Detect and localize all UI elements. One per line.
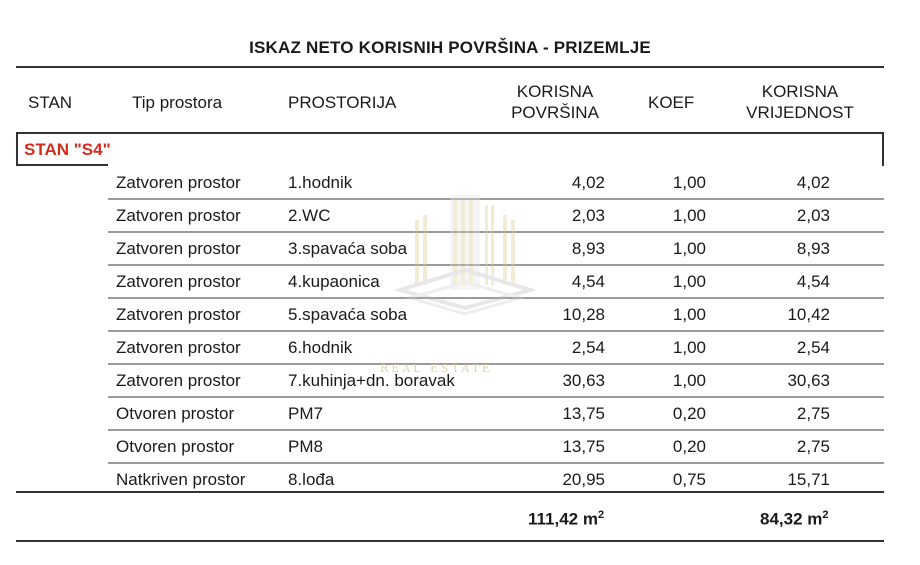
cell-koef: 1,00: [672, 371, 706, 390]
cell-koef: 1,00: [672, 239, 706, 258]
totals-top-border: [16, 491, 884, 493]
header-prostorija: PROSTORIJA: [288, 93, 397, 112]
total-vrijednost-unit-exp: 2: [822, 509, 829, 521]
table-row: [0, 397, 920, 430]
cell-koef: 1,00: [672, 338, 706, 357]
cell-prostorija: 2.WC: [288, 206, 331, 225]
table-bottom-border: [16, 540, 884, 542]
cell-tip-prostora: Zatvoren prostor: [116, 239, 241, 258]
header-korisna-povrsina-line2: POVRŠINA: [511, 103, 599, 122]
cell-tip-prostora: Otvoren prostor: [116, 437, 235, 456]
total-korisna-vrijednost: [760, 509, 829, 530]
cell-tip-prostora: Zatvoren prostor: [116, 272, 241, 291]
total-povrsina-unit-exp: 2: [597, 509, 605, 521]
cell-prostorija: 7.kuhinja+dn. boravak: [288, 371, 455, 390]
table-row: [0, 430, 920, 463]
header-korisna-vrijednost-line1: KORISNA: [761, 82, 839, 101]
header-korisna-povrsina: [490, 81, 620, 123]
cell-korisna-povrsina: 13,75: [562, 437, 605, 456]
cell-prostorija: 8.lođa: [288, 470, 335, 489]
total-povrsina-value: 111,42: [528, 509, 579, 529]
cell-korisna-vrijednost: 2,03: [796, 206, 830, 225]
cell-tip-prostora: Zatvoren prostor: [116, 173, 241, 192]
cell-korisna-vrijednost: 4,54: [796, 272, 830, 291]
cell-koef: 1,00: [672, 305, 706, 324]
cell-koef: 1,00: [672, 206, 706, 225]
cell-korisna-vrijednost: 2,54: [796, 338, 830, 357]
cell-koef: 0,75: [672, 470, 706, 489]
header-stan: STAN: [28, 93, 73, 112]
header-tip-prostora: Tip prostora: [132, 93, 223, 112]
stan-box-right: [882, 132, 884, 166]
cell-korisna-povrsina: 4,02: [571, 173, 605, 192]
cell-prostorija: 6.hodnik: [288, 338, 353, 357]
cell-korisna-povrsina: 20,95: [562, 470, 605, 489]
cell-prostorija: 5.spavaća soba: [288, 305, 408, 324]
cell-tip-prostora: Zatvoren prostor: [116, 371, 241, 390]
cell-korisna-povrsina: 2,03: [571, 206, 605, 225]
cell-korisna-vrijednost: 10,42: [787, 305, 830, 324]
cell-tip-prostora: Zatvoren prostor: [116, 305, 241, 324]
watermark-logo-icon: [395, 190, 535, 350]
cell-korisna-vrijednost: 2,75: [796, 404, 830, 423]
cell-korisna-vrijednost: 2,75: [796, 437, 830, 456]
header-koef: KOEF: [648, 93, 695, 112]
page-title: ISKAZ NETO KORISNIH POVRŠINA - PRIZEMLJE: [249, 38, 651, 57]
cell-koef: 0,20: [672, 404, 706, 423]
watermark-text: REAL ESTATE: [380, 362, 494, 375]
cell-prostorija: 4.kupaonica: [288, 272, 380, 291]
stan-box-left: [16, 132, 18, 166]
cell-koef: 1,00: [672, 173, 706, 192]
total-korisna-povrsina: [528, 509, 604, 530]
total-povrsina-unit: m: [582, 509, 598, 529]
cell-prostorija: PM8: [288, 437, 323, 456]
cell-tip-prostora: Otvoren prostor: [116, 404, 235, 423]
cell-tip-prostora: Zatvoren prostor: [116, 206, 241, 225]
header-korisna-vrijednost: [725, 81, 875, 123]
cell-korisna-povrsina: 10,28: [562, 305, 605, 324]
cell-koef: 0,20: [672, 437, 706, 456]
cell-korisna-vrijednost: 8,93: [796, 239, 830, 258]
cell-tip-prostora: Natkriven prostor: [116, 470, 246, 489]
stan-label: STAN "S4": [24, 140, 111, 159]
total-vrijednost-unit: m: [807, 509, 823, 529]
table-top-border: [16, 66, 884, 68]
cell-korisna-povrsina: 2,54: [571, 338, 605, 357]
cell-prostorija: PM7: [288, 404, 323, 423]
cell-tip-prostora: Zatvoren prostor: [116, 338, 241, 357]
cell-korisna-vrijednost: 30,63: [787, 371, 830, 390]
cell-korisna-povrsina: 4,54: [571, 272, 605, 291]
cell-prostorija: 3.spavaća soba: [288, 239, 408, 258]
cell-koef: 1,00: [672, 272, 706, 291]
cell-korisna-povrsina: 8,93: [571, 239, 605, 258]
header-korisna-povrsina-line1: KORISNA: [516, 82, 594, 101]
stan-box-top: [16, 132, 884, 134]
header-korisna-vrijednost-line2: VRIJEDNOST: [746, 103, 854, 122]
cell-prostorija: 1.hodnik: [288, 173, 353, 192]
total-vrijednost-value: 84,32: [760, 509, 803, 529]
cell-korisna-vrijednost: 15,71: [787, 470, 830, 489]
cell-korisna-vrijednost: 4,02: [796, 173, 830, 192]
cell-korisna-povrsina: 13,75: [562, 404, 605, 423]
cell-korisna-povrsina: 30,63: [562, 371, 605, 390]
